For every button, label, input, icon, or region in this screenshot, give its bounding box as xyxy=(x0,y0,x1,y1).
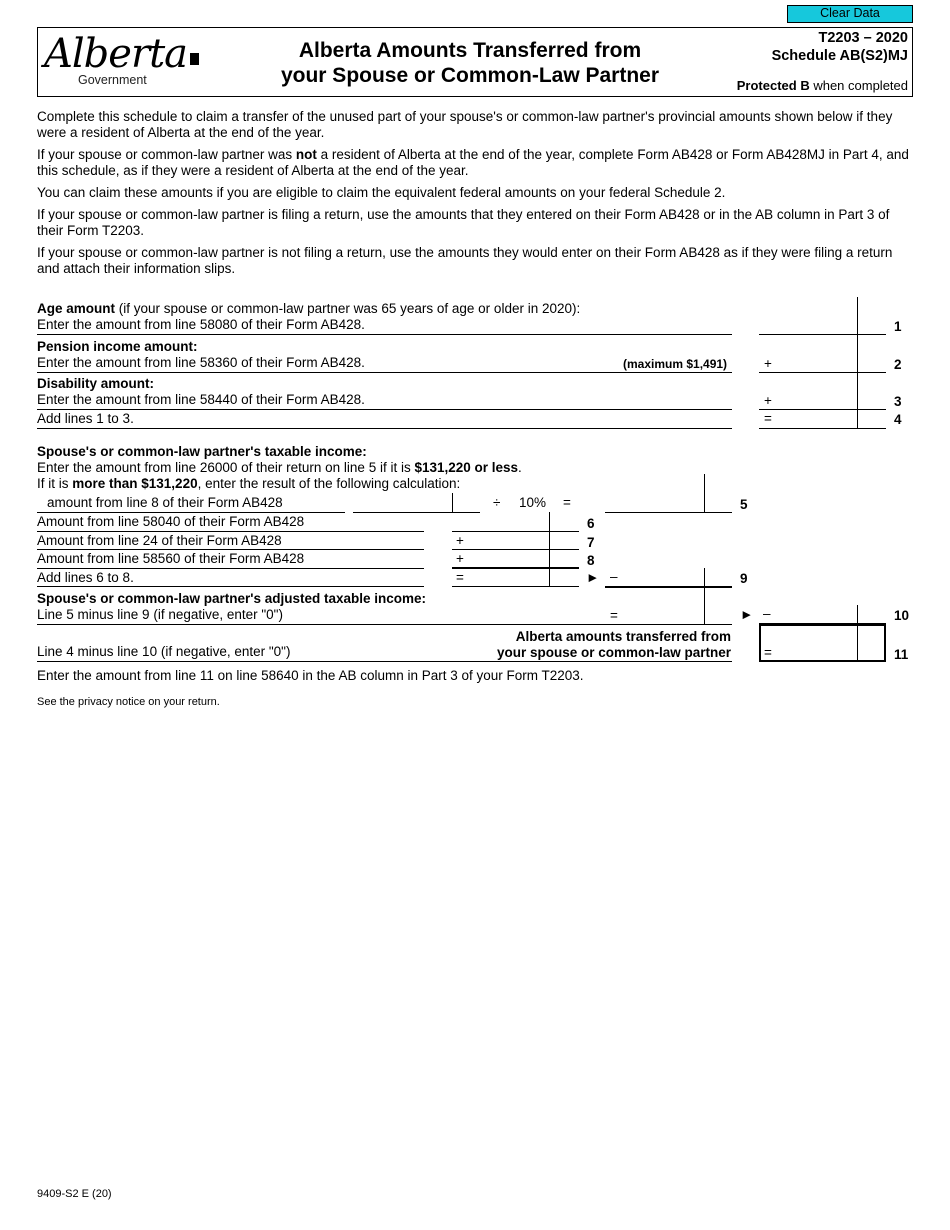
privacy-notice: See the privacy notice on your return. xyxy=(37,696,220,708)
pension-heading: Pension income amount: xyxy=(37,339,198,354)
logo-government: Government xyxy=(78,73,147,87)
clear-data-button[interactable]: Clear Data xyxy=(787,5,913,23)
calc-equals: = xyxy=(563,495,571,510)
line-8-ab428-input[interactable] xyxy=(354,494,450,511)
age-amount-heading xyxy=(37,301,580,316)
form-code: 9409-S2 E (20) xyxy=(37,1188,112,1200)
line-number-7: 7 xyxy=(587,535,595,550)
line-10-operator: – xyxy=(763,606,771,621)
age-amount-instruction: Enter the amount from line 58080 of their Form AB428. xyxy=(37,317,365,332)
line-11-title-2: your spouse or common-law partner xyxy=(496,645,731,660)
ti2-text-c: , enter the result of the following calculation: xyxy=(197,476,461,491)
ti-text-c: . xyxy=(518,460,522,475)
line-number-9: 9 xyxy=(740,571,748,586)
taxable-income-instruction-1 xyxy=(37,460,522,475)
taxable-income-instruction-2 xyxy=(37,476,460,491)
intro-paragraph-1: Complete this schedule to claim a transfer of the unused part of your spouse's or common-law partner's provincial amounts shown below if they were a resident of Alberta at the end of the year. xyxy=(37,109,893,140)
protected-suffix: when completed xyxy=(809,78,908,93)
intro-p2-text: If your spouse or common-law partner was xyxy=(37,147,296,162)
age-amount-note: (if your spouse or common-law partner was 65 years of age or older in 2020): xyxy=(115,301,581,316)
line-2-operator: + xyxy=(764,356,772,371)
arrow-icon: ► xyxy=(586,570,600,585)
line-number-11: 11 xyxy=(894,647,909,662)
line-8-label: Amount from line 58560 of their Form AB428 xyxy=(37,551,305,566)
line-3-operator: + xyxy=(764,393,772,408)
disability-heading: Disability amount: xyxy=(37,376,155,391)
line-11-operator: = xyxy=(764,645,772,660)
line-7-label: Amount from line 24 of their Form AB428 xyxy=(37,533,282,548)
add-lines-1-3: Add lines 1 to 3. xyxy=(37,411,134,426)
line-number-2: 2 xyxy=(894,357,902,372)
line-number-3: 3 xyxy=(894,394,902,409)
line-6-input[interactable] xyxy=(453,513,548,530)
line-number-8: 8 xyxy=(587,553,595,568)
title-line-1: Alberta Amounts Transferred from xyxy=(298,39,642,62)
ten-percent: 10% xyxy=(519,495,547,510)
intro-p2-bold: not xyxy=(295,147,317,162)
ti2-text-a: If it is xyxy=(37,476,73,491)
line-7-input[interactable] xyxy=(470,531,548,548)
adjusted-income-instruction: Line 5 minus line 9 (if negative, enter "0") xyxy=(37,607,283,622)
line-8-input[interactable] xyxy=(470,550,548,567)
title-line-2: your Spouse or Common-Law Partner xyxy=(280,64,660,87)
arrow-icon: ► xyxy=(740,607,754,622)
line-7-operator: + xyxy=(456,533,464,548)
pension-maximum: (maximum $1,491) xyxy=(623,357,728,371)
intro-paragraph-3: You can claim these amounts if you are eligible to claim the equivalent federal amounts on your federal Schedule 2. xyxy=(37,185,726,200)
enter-amount-instruction: Enter the amount from line 11 on line 58640 in the AB column in Part 3 of your Form T2203. xyxy=(37,668,584,683)
pension-instruction: Enter the amount from line 58360 of their Form AB428. xyxy=(37,355,365,370)
age-amount-title: Age amount xyxy=(37,301,116,316)
schedule-name: Schedule AB(S2)MJ xyxy=(771,48,908,64)
line-1-input[interactable] xyxy=(760,316,856,333)
line-10-result[interactable] xyxy=(776,606,856,623)
line-3-input[interactable] xyxy=(776,391,856,408)
line-6-label: Amount from line 58040 of their Form AB428 xyxy=(37,514,305,529)
form-number: T2203 – 2020 xyxy=(818,30,908,46)
line-10-equals: = xyxy=(610,608,618,623)
line-number-10: 10 xyxy=(894,608,910,623)
protected-notice xyxy=(737,78,908,93)
intro-p2-text-end: a resident of Alberta at the end of the year, complete Form AB428 or Form AB428MJ in Part 4, and this schedule, as if they were a resident of Alberta at the end of the year. xyxy=(37,147,909,178)
ti-text-a: Enter the amount from line 26000 of their return on line 5 if it is xyxy=(37,460,415,475)
line-number-1: 1 xyxy=(894,319,902,334)
line-9-operator: – xyxy=(610,569,618,584)
line-2-input[interactable] xyxy=(776,354,856,371)
adjusted-income-heading: Spouse's or common-law partner's adjusted taxable income: xyxy=(37,591,427,606)
intro-paragraph-2 xyxy=(37,147,913,178)
form-identifier xyxy=(772,29,908,65)
logo-wordmark: Alberta xyxy=(44,31,187,77)
page-title xyxy=(230,38,710,88)
line-number-6: 6 xyxy=(587,516,595,531)
protected-label: Protected B xyxy=(736,78,810,93)
line-9-input[interactable] xyxy=(622,568,702,585)
disability-instruction: Enter the amount from line 58440 of their Form AB428. xyxy=(37,392,365,407)
line-11-instruction: Line 4 minus line 10 (if negative, enter "0") xyxy=(37,644,291,659)
line-11-result[interactable] xyxy=(776,643,856,660)
line-4-total[interactable] xyxy=(776,410,856,427)
line-number-4: 4 xyxy=(894,412,902,427)
ti-threshold-bold: $131,220 or less xyxy=(414,460,519,475)
line-8-operator: + xyxy=(456,551,464,566)
logo-flag-icon xyxy=(190,53,199,65)
intro-paragraph-4: If your spouse or common-law partner is filing a return, use the amounts that they entered on their Form AB428 or in the AB column in Part 3 of their Form T2203. xyxy=(37,207,890,238)
line-4-operator: = xyxy=(764,411,772,426)
add-lines-6-8: Add lines 6 to 8. xyxy=(37,570,134,585)
line-10-input[interactable] xyxy=(622,606,702,623)
line-9-subtotal-operator: = xyxy=(456,570,464,585)
line-number-5: 5 xyxy=(740,497,748,512)
alberta-logo xyxy=(44,30,199,78)
line-6-8-subtotal[interactable] xyxy=(470,569,548,586)
taxable-income-heading: Spouse's or common-law partner's taxable income: xyxy=(37,444,367,459)
intro-paragraph-5: If your spouse or common-law partner is not filing a return, use the amounts they would enter on their Form AB428 as if they were filing a return and attach their information slips. xyxy=(37,245,893,276)
line-11-title-1: Alberta amounts transferred from xyxy=(515,629,731,644)
line-5-input[interactable] xyxy=(606,494,702,511)
divide-sign: ÷ xyxy=(493,495,501,510)
ti2-threshold-bold: more than $131,220 xyxy=(72,476,198,491)
calc-label: amount from line 8 of their Form AB428 xyxy=(47,495,283,510)
